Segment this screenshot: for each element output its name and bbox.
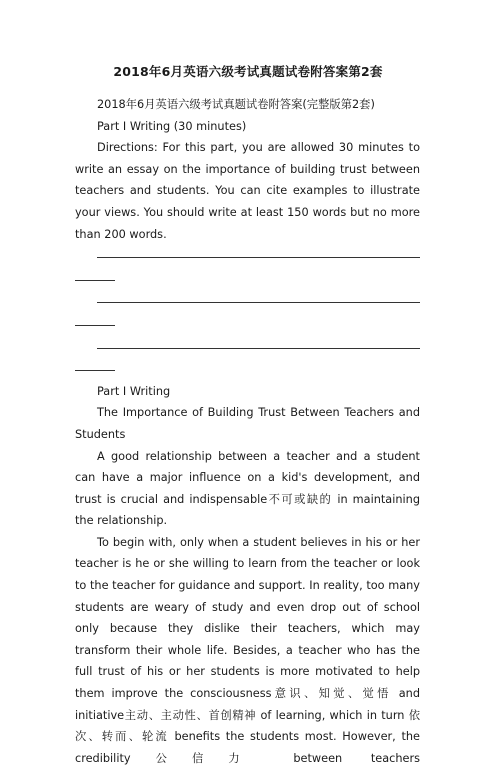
section-heading: Part I Writing (30 minutes) bbox=[97, 119, 247, 133]
essay-paragraph: To begin with, only when a student believes in his or her teacher is he or she willing to learn from the teacher or look to the teacher for guidance and support. In reality, too many students are weary of study and even drop out of school only because they dislike their teachers, which may transform their whole life. Besides, a teacher who has the full trust of his or her students is more motivated to help them improve the consciousness意识、知觉、觉悟 and initiative主动、主动性、首创精神 of learning, which in turn 依次、转而、轮流 benefits the students most. However, the credibility公信力 between teachers bbox=[75, 535, 420, 765]
blank-line-segment bbox=[75, 358, 115, 371]
answer-blank-line bbox=[75, 336, 420, 372]
answer-blank-line bbox=[75, 290, 420, 326]
document-title: 2018年6月英语六级考试真题试卷附答案第2套 bbox=[113, 64, 383, 79]
part-heading: Part Ⅰ Writing bbox=[97, 384, 171, 398]
subtitle-paragraph: 2018年6月英语六级考试真题试卷附答案(完整版第2套) bbox=[97, 98, 375, 111]
directions-paragraph: Directions: For this part, you are allowed 30 minutes to write an essay on the importance of building trust between teachers and students. You can cite examples to illustrate your views. You should write at least 150 words but no more than 200 words. bbox=[75, 141, 420, 241]
blank-line-segment bbox=[75, 313, 115, 326]
essay-paragraph: A good relationship between a teacher and a student can have a major influence on a kid's development, and trust is crucial and indispensable不可或缺的 in maintaining the relationship. bbox=[75, 449, 420, 528]
blank-line-segment bbox=[97, 290, 420, 303]
blank-line-segment bbox=[97, 245, 420, 258]
answer-blank-line bbox=[75, 245, 420, 281]
blank-line-segment bbox=[97, 336, 420, 349]
blank-line-segment bbox=[75, 268, 115, 281]
document-body bbox=[75, 94, 420, 769]
essay-title: The Importance of Building Trust Between Teachers and Students bbox=[75, 406, 420, 441]
